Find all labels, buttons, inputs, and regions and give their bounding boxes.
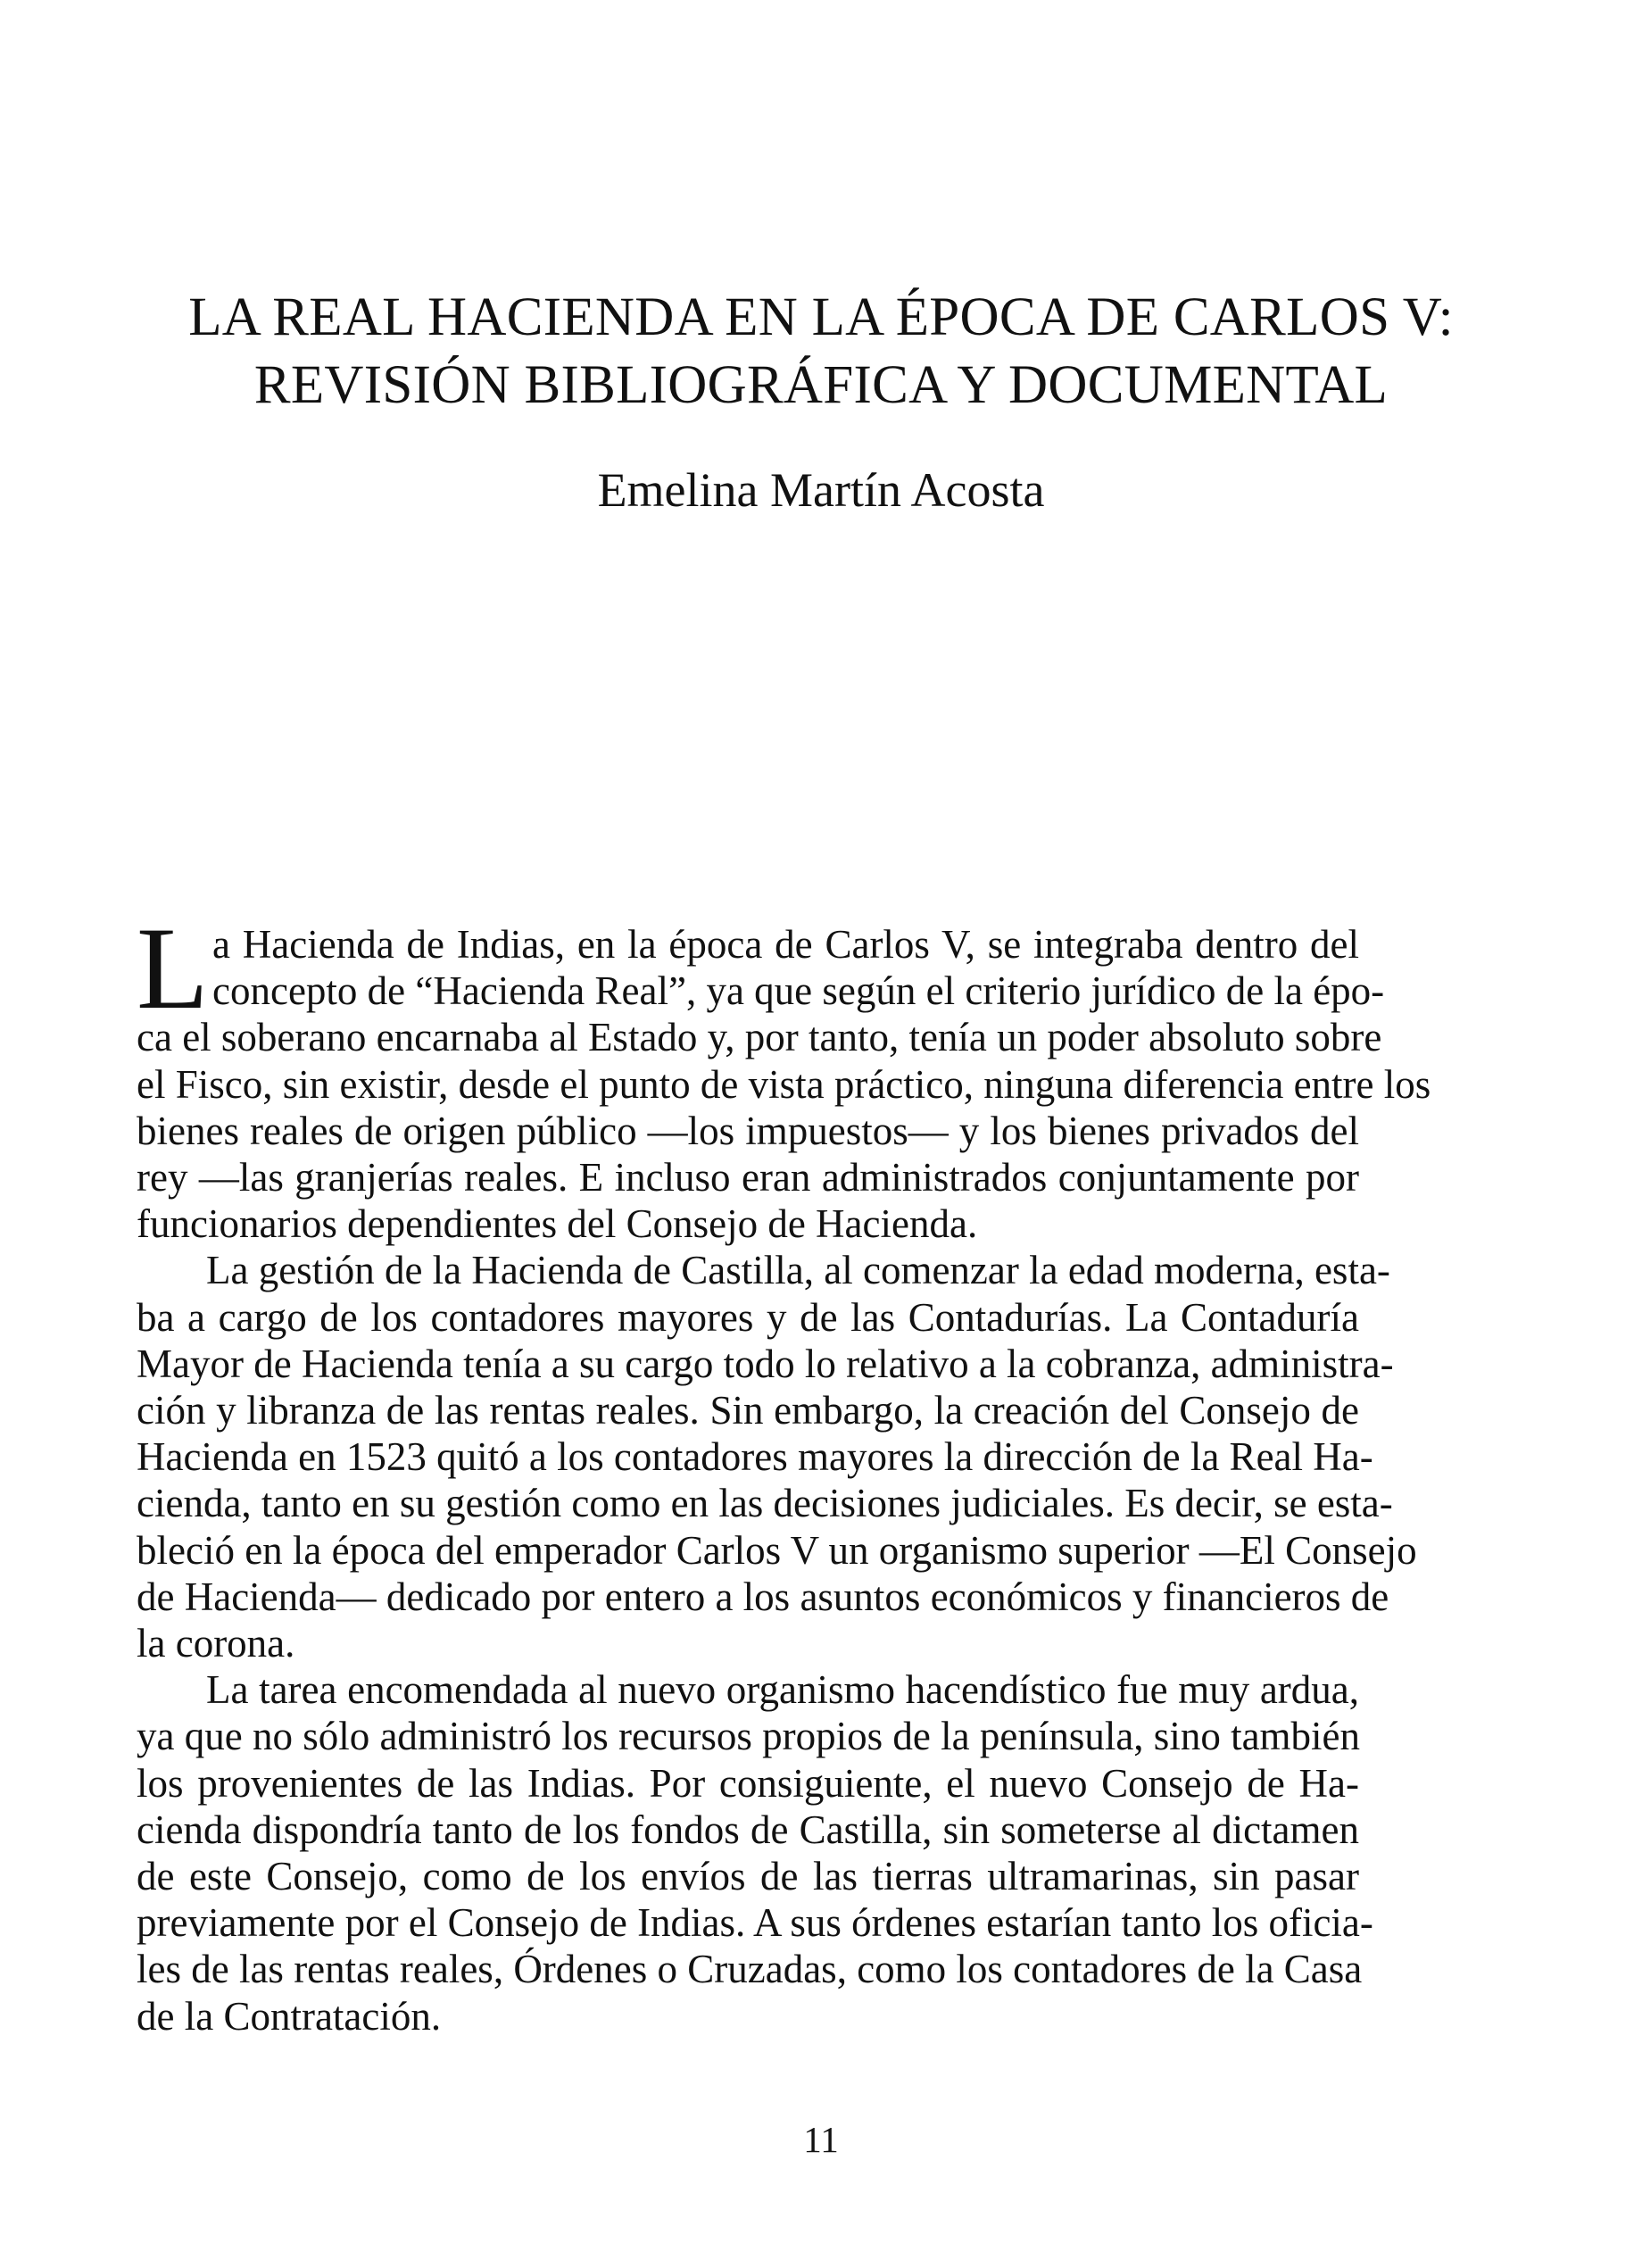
paragraph-3-line-4: cienda dispondría tanto de los fondos de Castilla, sin someterse al dictamen [137, 1807, 1359, 1852]
paragraph-3-line-8: de la Contratación. [137, 1993, 442, 2039]
paragraph-2-line-6: cienda, tanto en su gestión como en las decisiones judiciales. Es decir, se esta- [137, 1481, 1393, 1526]
paragraph-1-line-7: funcionarios dependientes del Consejo de Hacienda. [137, 1201, 978, 1247]
paragraph-2-line-2: ba a cargo de los contadores mayores y de las Contadurías. La Contaduría [137, 1294, 1359, 1340]
paragraph-2-line-3: Mayor de Hacienda tenía a su cargo todo lo relativo a la cobranza, administra- [137, 1341, 1394, 1386]
paragraph-3-line-2: ya que no sólo administró los recursos propios de la península, sino también [137, 1714, 1361, 1759]
paragraph-1-line-3: ca el soberano encarnaba al Estado y, por tanto, tenía un poder absoluto sobre [137, 1015, 1382, 1060]
paragraph-1-line-1: a Hacienda de Indias, en la época de Carlos V, se integraba dentro del [212, 922, 1359, 967]
article-title [134, 284, 1508, 420]
paragraph-2-line-5: Hacienda en 1523 quitó a los contadores mayores la dirección de la Real Ha- [137, 1434, 1373, 1480]
paragraph-2-line-4: ción y libranza de las rentas reales. Sin embargo, la creación del Consejo de [137, 1388, 1359, 1433]
drop-cap: L [137, 902, 209, 1034]
title-line-1: LA REAL HACIENDA EN LA ÉPOCA DE CARLOS V: [188, 287, 1454, 347]
paragraph-3-line-7: les de las rentas reales, Órdenes o Cruzadas, como los contadores de la Casa [137, 1947, 1363, 1992]
paragraph-3-line-5: de este Consejo, como de los envíos de las tierras ultramarinas, sin pasar [137, 1854, 1359, 1899]
title-line-2: REVISIÓN BIBLIOGRÁFICA Y DOCUMENTAL [253, 355, 1389, 415]
page-number: 11 [803, 2119, 839, 2160]
paragraph-1-line-6: rey —las granjerías reales. E incluso eran administrados conjuntamente por [137, 1155, 1359, 1200]
paragraph-2-line-8: de Hacienda— dedicado por entero a los asuntos económicos y financieros de [137, 1574, 1389, 1619]
paragraph-2-line-7: bleció en la época del emperador Carlos V un organismo superior —El Consejo [137, 1527, 1417, 1573]
paragraph-1-line-2: concepto de “Hacienda Real”, ya que según el criterio jurídico de la épo- [212, 968, 1385, 1014]
paragraph-1-line-5: bienes reales de origen público —los impuestos— y los bienes privados del [137, 1108, 1359, 1153]
paragraph-3-line-3: los provenientes de las Indias. Por consiguiente, el nuevo Consejo de Ha- [137, 1760, 1359, 1806]
paragraph-2-line-9: la corona. [137, 1621, 295, 1666]
paragraph-2-line-1: La gestión de la Hacienda de Castilla, al comenzar la edad moderna, esta- [206, 1248, 1390, 1293]
paragraph-1-line-4: el Fisco, sin existir, desde el punto de vista práctico, ninguna diferencia entre los [137, 1061, 1431, 1107]
paragraph-3-line-1: La tarea encomendada al nuevo organismo hacendístico fue muy ardua, [206, 1667, 1359, 1713]
author-name: Emelina Martín Acosta [597, 463, 1045, 517]
body-text [137, 902, 1431, 2040]
paragraph-3-line-6: previamente por el Consejo de Indias. A sus órdenes estarían tanto los oficia- [137, 1900, 1373, 1946]
